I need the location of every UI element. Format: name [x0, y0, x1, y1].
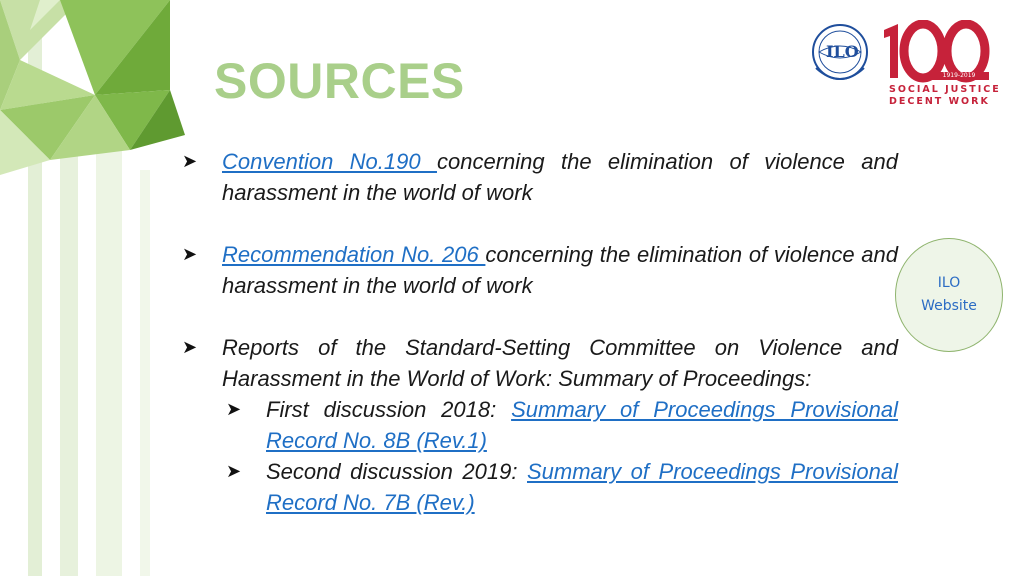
list-item-text: concerning the elimination of violence and harassment in the world of work	[222, 242, 898, 298]
list-item-text: Reports of the Standard-Setting Committee on Violence and Harassment in the World of Work: Summary of Proceedings:	[222, 335, 898, 391]
arrow-bullet-icon: ➤	[226, 399, 242, 419]
arrow-bullet-icon: ➤	[182, 337, 198, 357]
summary-proceedings-2018-link[interactable]: Summary of Proceedings Provisional Record No. 8B (Rev.1)	[266, 397, 898, 453]
ilo-website-button[interactable]	[895, 238, 1003, 352]
years-badge: 1919-2019	[929, 72, 989, 80]
list-item	[178, 239, 898, 301]
list-item	[178, 332, 898, 394]
ilo-website-line-2: Website	[921, 298, 977, 314]
arrow-bullet-icon: ➤	[182, 244, 198, 264]
convention-190-link[interactable]: Convention No.190	[222, 149, 437, 174]
arrow-bullet-icon: ➤	[182, 151, 198, 171]
list-item-text: concerning the elimination of violence and harassment in the world of work	[222, 149, 898, 205]
list-item	[178, 146, 898, 208]
sources-list	[178, 146, 898, 518]
sub-list-item	[222, 394, 898, 456]
page-title: SOURCES	[214, 53, 465, 109]
recommendation-206-link[interactable]: Recommendation No. 206	[222, 242, 486, 267]
origami-dove-decoration	[0, 0, 200, 576]
tagline-line-1: SOCIAL JUSTICE	[889, 84, 1001, 95]
summary-proceedings-2019-link[interactable]: Summary of Proceedings Provisional Record No. 7B (Rev.)	[266, 459, 898, 515]
tagline-line-2: DECENT WORK	[889, 96, 990, 107]
sub-item-text: First discussion 2018:	[266, 397, 512, 422]
ilo-logo-text: ILO	[826, 42, 859, 61]
sub-item-text: Second discussion 2019:	[266, 459, 527, 484]
ilo-website-line-1: ILO	[937, 275, 961, 291]
arrow-bullet-icon: ➤	[226, 461, 242, 481]
tagline	[889, 84, 1001, 108]
sub-list-item	[222, 456, 898, 518]
